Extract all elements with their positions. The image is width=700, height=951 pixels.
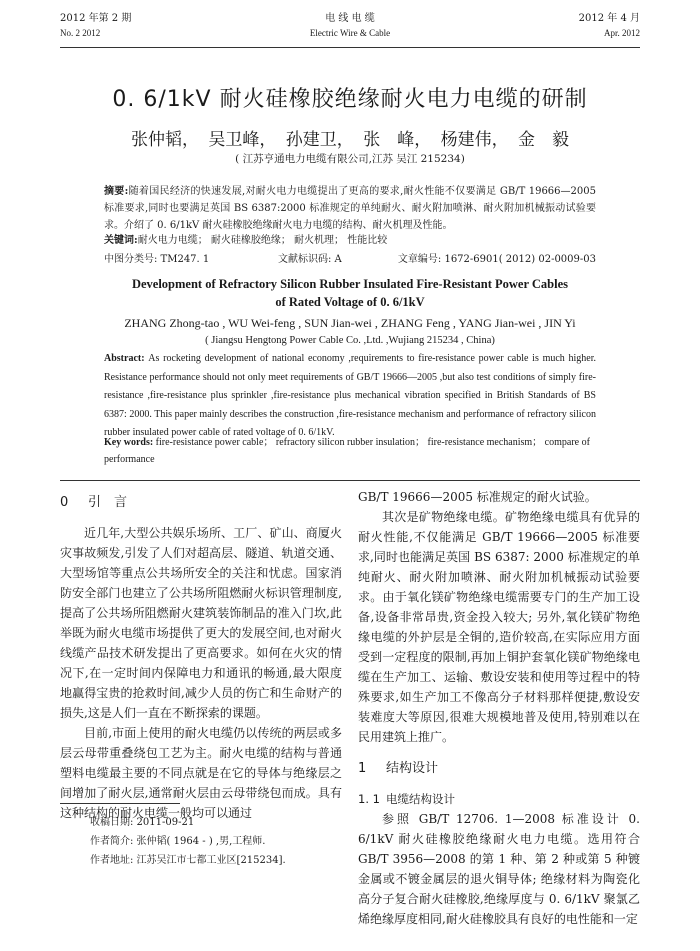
continued-paragraph: GB/T 19666—2005 标准规定的耐火试验。 [358, 490, 597, 504]
subsection-1-1-title: 电缆结构设计 [386, 792, 455, 806]
paper-authors: 张仲韬， 吴卫峰， 孙建卫， 张 峰， 杨建伟， 金 毅 [130, 130, 570, 150]
keywords-cn-text: 耐火电力电缆； 耐火硅橡胶绝缘； 耐火机理； 性能比较 [137, 235, 388, 246]
abstract-cn-text: 随着国民经济的快速发展,对耐火电力电缆提出了更高的要求,耐火性能不仅要满足 GB/T 19666—2005 标准要求,同时也要满足英国 BS 6387:2000 标准规定的单纯耐火、耐火附加喷淋、耐火附加机械振动试验要求。介绍了 0. 6/1kV 耐火硅橡胶绝缘耐火电力电缆的结构、耐火机理及性能。 [104, 186, 596, 231]
date-en: Apr. 2012 [604, 28, 640, 38]
running-header [60, 12, 640, 48]
section-1-number: 1 [358, 761, 367, 776]
article-number: 文章编号: 1672-6901( 2012) 02-0009-03 [397, 254, 596, 265]
section-0-paragraph-2: 目前,市面上使用的耐火电缆仍以传统的两层或多层云母带重叠绕包工艺为主。耐火电缆的结构与普通塑料电缆最主要的不同点就是在它的导体与绝缘层之间增加了耐火层,通常耐火层由云母带绕包而成。具有这种结构的耐火电缆一般均可以通过 [60, 726, 342, 820]
keywords-cn-label: 关键词: [104, 235, 138, 246]
keywords-cn [104, 233, 596, 249]
author-address: 作者地址: 江苏吴江市七都工业区[215234]. [90, 855, 286, 866]
abstract-en [104, 350, 596, 443]
subsection-1-1-paragraph: 参照 GB/T 12706. 1—2008 标准设计 0. 6/1kV 耐火硅橡胶绝缘耐火电力电缆。选用符合 GB/T 3956—2008 的第 1 种、第 2 种或第 5 种镀金属或不镀金属层的退火铜导体; 绝缘材料为陶瓷化高分子复合耐火硅橡胶,绝缘厚度与 0. 6/1kV 聚氯乙烯绝缘厚度相同,耐火硅橡胶具有良好的电性能和一定 [358, 812, 640, 926]
section-0-paragraph-1: 近几年,大型公共娱乐场所、工厂、矿山、商厦火灾事故频发,引发了人们对超高层、隧道、轨道交通、大型场馆等重点公共场所安全的关注和忧虑。国家消防安全部门也建立了公共场所阻燃耐火标识管理制度,提高了公共场所阻燃耐火建筑装饰制品的准入门坎,此举既为耐火电缆市场提供了更大的发展空间,也对耐火线缆产品技术研发提出了更高要求。如何在火灾的情况下,在一定时间内保障电力和通讯的畅通,最大限度地赢得宝贵的抢救时间,减少人员的伤亡和生命财产的损失,这是人们一直在不断探索的课题。 [60, 526, 342, 720]
footnote-divider [60, 803, 180, 804]
journal-date [579, 12, 640, 40]
keywords-en-text: fire-resistance power cable； refractory silicon rubber insulation； fire-resistance mechanism； compare of performance [104, 437, 590, 465]
paper-affiliation: ( 江苏亨通电力电缆有限公司,江苏 吴江 215234) [235, 153, 465, 165]
abstract-cn [104, 183, 596, 234]
title-en-line2: of Rated Voltage of 0. 6/1kV [275, 295, 425, 309]
author-intro: 作者简介: 张仲韬( 1964 - ) ,男,工程师. [90, 836, 266, 847]
body-column-left [60, 487, 342, 823]
subsection-1-1-number: 1. 1 [358, 792, 380, 806]
paper-authors-en: ZHANG Zhong-tao , WU Wei-feng , SUN Jian-wei , ZHANG Feng , YANG Jian-wei , JIN Yi [124, 316, 576, 330]
section-0-heading [60, 493, 342, 513]
issue-en: No. 2 2012 [60, 28, 101, 38]
issue-cn: 2012 年第 2 期 [60, 13, 132, 24]
mineral-cable-paragraph: 其次是矿物绝缘电缆。矿物绝缘电缆具有优异的耐火性能,不仅能满足 GB/T 19666—2005 标准要求,同时也能满足英国 BS 6387: 2000 标准规定的单纯耐火、耐火附加喷淋、耐火附加机械振动试验要求。由于氧化镁矿物绝缘电缆需要专门的生产加工设备,设备非常昂贵,资金投入较大; 另外,氧化镁矿物绝缘电缆的外护层是全铜的,造价较高,在实际应用方面受到一定程度的限制,再加上铜护套氧化镁矿物绝缘电缆在生产加工、运输、敷设安装和使用等过程中的特殊要求,如生产加工不像高分子材料那样便捷,敷设安装难度大等原因,很难大规模地普及使用,特别难以在民用建筑上推广。 [358, 510, 640, 744]
subsection-1-1-heading [358, 789, 640, 809]
section-1-heading [358, 759, 640, 779]
body-column-right [358, 487, 640, 929]
section-0-title: 引 言 [88, 495, 128, 510]
footnote [90, 813, 350, 870]
document-code: 文献标识码: A [278, 254, 342, 265]
paper-title-en [104, 275, 596, 311]
section-1-title: 结构设计 [386, 761, 439, 776]
journal-name-cn: 电 线 电 缆 [325, 13, 375, 24]
paper-affiliation-en: ( Jiangsu Hengtong Power Cable Co. ,Ltd. ,Wujiang 215234 , China) [205, 335, 495, 346]
date-cn: 2012 年 4 月 [578, 13, 640, 24]
header-divider [60, 47, 640, 48]
abstract-en-label: Abstract: [104, 353, 145, 364]
paper-title: 0. 6/1kV 耐火硅橡胶绝缘耐火电力电缆的研制 [112, 87, 588, 112]
abstract-divider [60, 480, 640, 481]
section-0-number: 0 [60, 495, 69, 510]
journal-name-en: Electric Wire & Cable [309, 28, 391, 38]
clc-number: 中图分类号: TM247. 1 [104, 254, 210, 265]
title-en-line1: Development of Refractory Silicon Rubber Insulated Fire-Resistant Power Cables [131, 277, 569, 291]
keywords-en [104, 434, 596, 468]
abstract-en-text: As rocketing development of national economy ,requirements to fire-resistance power cable is much higher. Resistance performance should not only meet requirements of GB/T 19666—2005 ,but also test conditions of simply fire-resistance ,fire-resistance plus sprinkler ,fire-resistance plus mechanical vibration specified in British Standards of BS 6387: 2000. This paper mainly describes the construction ,fire-resistance mechanism and performance of refractory silicon rubber insulated power cable of rated voltage of 0. 6/1kV. [104, 353, 596, 438]
abstract-cn-label: 摘要: [104, 186, 129, 197]
keywords-en-label: Key words: [104, 437, 154, 448]
received-date: 收稿日期: 2011-09-21 [90, 817, 195, 828]
journal-name [60, 12, 640, 40]
